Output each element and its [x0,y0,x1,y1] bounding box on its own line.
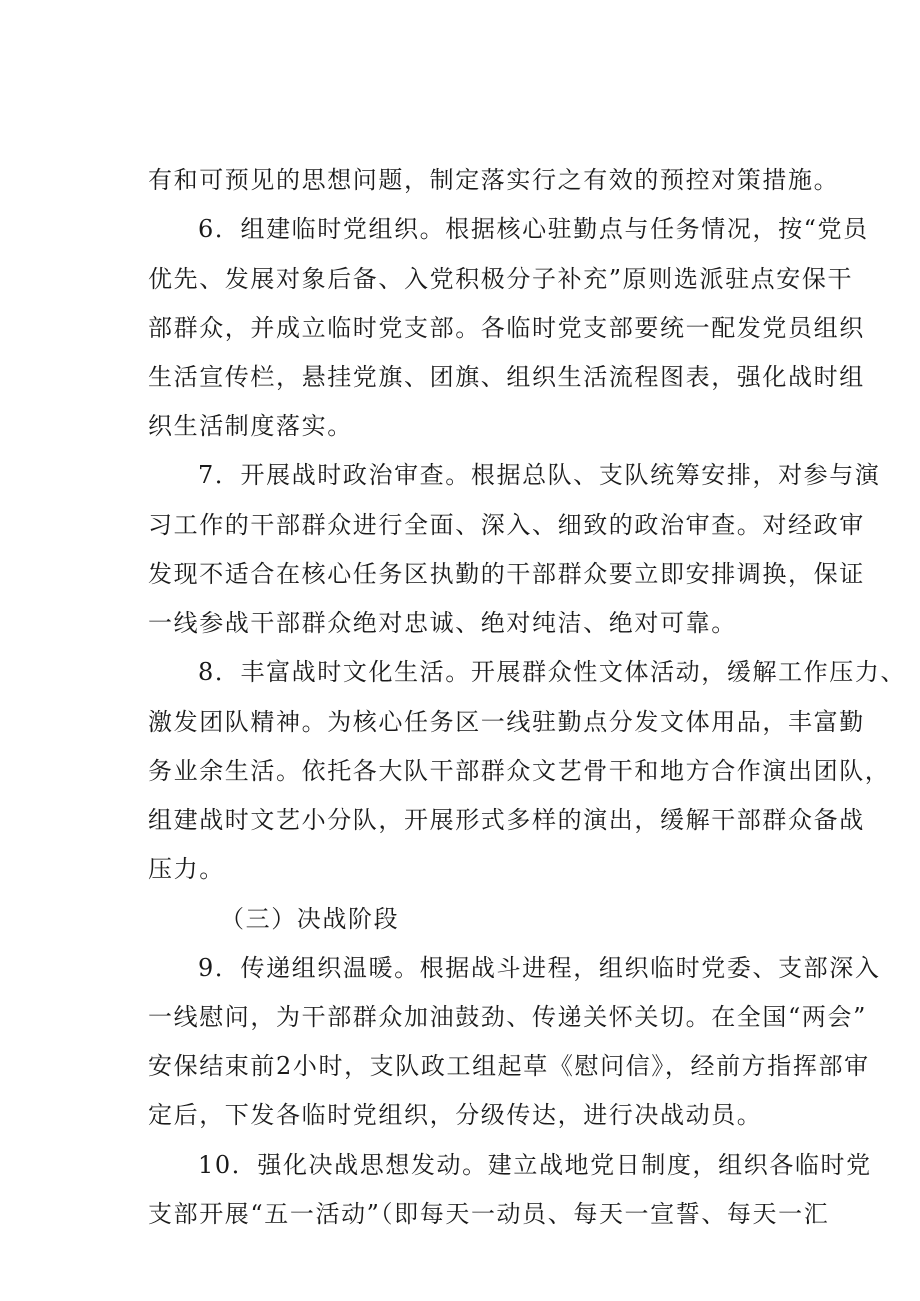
paragraph-line: 习工作的干部群众进行全面、深入、细致的政治审查。对经政审 [148,511,865,539]
section-heading: （三）决战阶段 [220,905,400,933]
paragraph-line: 务业余生活。依托各大队干部群众文艺骨干和地方合作演出团队， [148,757,891,785]
paragraph-line: 一线参战干部群众绝对忠诚、绝对纯洁、绝对可靠。 [148,609,737,637]
paragraph-line: 压力。 [148,855,225,883]
paragraph-line: 安保结束前2小时，支队政工组起草《慰问信》，经前方指挥部审 [148,1052,870,1080]
paragraph-line: 激发团队精神。为核心任务区一线驻勤点分发文体用品，丰富勤 [148,708,865,736]
paragraph-line: 10．强化决战思想发动。建立战地党日制度，组织各临时党 [198,1151,872,1179]
paragraph-line: 定后，下发各临时党组织，分级传达，进行决战动员。 [148,1101,763,1129]
paragraph-line: 发现不适合在核心任务区执勤的干部群众要立即安排调换，保证 [148,560,865,588]
paragraph-line: 7．开展战时政治审查。根据总队、支队统筹安排，对参与演 [198,461,881,489]
paragraph-line: 优先、发展对象后备、入党积极分子补充”原则选派驻点安保干 [148,265,854,293]
paragraph-line: 8．丰富战时文化生活。开展群众性文体活动，缓解工作压力、 [198,658,907,686]
paragraph-line: 织生活制度落实。 [148,412,353,440]
paragraph-line: 生活宣传栏，悬挂党旗、团旗、组织生活流程图表，强化战时组 [148,363,865,391]
paragraph-line: 9．传递组织温暖。根据战斗进程，组织临时党委、支部深入 [198,954,881,982]
paragraph-line: 组建战时文艺小分队，开展形式多样的演出，缓解干部群众备战 [148,806,865,834]
paragraph-line: 一线慰问，为干部群众加油鼓劲、传递关怀关切。在全国“两会” [148,1003,867,1031]
paragraph-line: 部群众，并成立临时党支部。各临时党支部要统一配发党员组织 [148,314,865,342]
paragraph-line: 支部开展“五一活动”（即每天一动员、每天一宣誓、每天一汇 [148,1200,830,1228]
paragraph-line: 有和可预见的思想问题，制定落实行之有效的预控对策措施。 [148,166,840,194]
paragraph-line: 6．组建临时党组织。根据核心驻勤点与任务情况，按“党员 [198,215,869,243]
